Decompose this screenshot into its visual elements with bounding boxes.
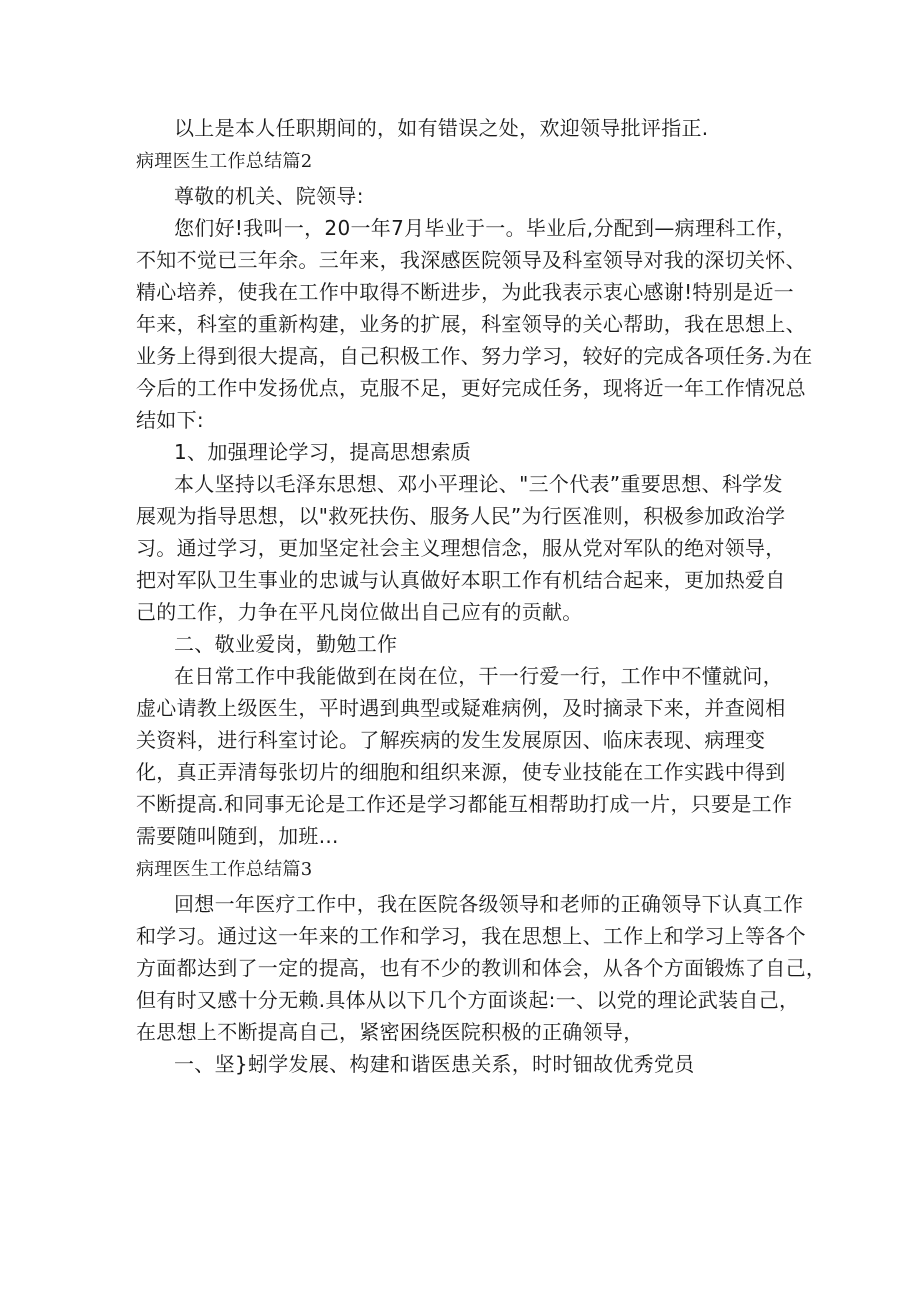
text-line: 您们好!我叫一，20一年7月毕业于一。毕业后,分配到—病理科工作， bbox=[174, 216, 797, 240]
text-line: 在思想上不断提高自己，紧密困绕医院积极的正确领导， bbox=[136, 1020, 644, 1044]
text-line: 回想一年医疗工作中，我在医院各级领导和老师的正确领导下认真工作 bbox=[174, 892, 804, 916]
text-line: 在日常工作中我能做到在岗在位，干一行爱一行，工作中不懂就问， bbox=[174, 664, 783, 688]
text-line: 二、敬业爱岗，勤勉工作 bbox=[174, 632, 398, 656]
text-line: 虚心请教上级医生，平时遇到典型或疑难病例，及时摘录下来，并查阅相 bbox=[136, 696, 786, 720]
text-line: 展观为指导思想，以"救死扶伤、服务人民”为行医准则，积极参加政治学 bbox=[136, 504, 786, 528]
document-page bbox=[136, 112, 827, 1080]
section-heading: 病理医生工作总结篇2 bbox=[136, 151, 313, 172]
text-line: 以上是本人任职期间的，如有错误之处，欢迎领导批评指正. bbox=[174, 116, 709, 140]
text-line: 今后的工作中发扬优点，克服不足，更好完成任务，现将近一年工作情况总 bbox=[136, 376, 806, 400]
section-heading: 病理医生工作总结篇3 bbox=[136, 859, 313, 880]
text-line: 结如下: bbox=[136, 408, 204, 432]
text-line: 业务上得到很大提高，自己积极工作、努力学习，较好的完成各项任务.为在 bbox=[136, 344, 813, 368]
text-line: 需要随叫随到，加班... bbox=[136, 824, 339, 848]
text-line: 化，真正弄清每张切片的细胞和组织来源，使专业技能在工作实践中得到 bbox=[136, 760, 786, 784]
text-line: 1、加强理论学习，提高思想索质 bbox=[174, 440, 472, 464]
text-line: 方面都达到了一定的提高，也有不少的教训和体会，从各个方面锻炼了自己， bbox=[136, 956, 827, 980]
text-line: 年来，科室的重新构建，业务的扩展，科室领导的关心帮助，我在思想上、 bbox=[136, 312, 806, 336]
text-line: 不知不觉已三年余。三年来，我深感医院领导及科室领导对我的深切关怀、 bbox=[136, 248, 806, 272]
text-line: 尊敬的机关、院领导: bbox=[174, 184, 364, 208]
text-line: 本人坚持以毛泽东思想、邓小平理论、"三个代表”重要思想、科学发 bbox=[174, 472, 783, 496]
text-line: 己的工作，力争在平凡岗位做出自己应有的贡献。 bbox=[136, 600, 583, 624]
text-line: 但有时又感十分无赖.具体从以下几个方面谈起:一、以党的理论武装自己， bbox=[136, 988, 800, 1012]
text-line: 关资料，进行科室讨论。了解疾病的发生发展原因、临床表现、病理变 bbox=[136, 728, 766, 752]
text-line: 一、坚}蚓学发展、构建和谐医患关系，时时钿故优秀党员 bbox=[174, 1052, 695, 1076]
text-line: 习。通过学习，更加坚定社会主义理想信念，服从党对军队的绝对领导， bbox=[136, 536, 786, 560]
text-line: 把对军队卫生事业的忠诚与认真做好本职工作有机结合起来，更加热爱自 bbox=[136, 568, 786, 592]
text-line: 精心培养，使我在工作中取得不断进步，为此我表示衷心感谢!特别是近一 bbox=[136, 280, 794, 304]
text-line: 不断提高.和同事无论是工作还是学习都能互相帮助打成一片，只要是工作 bbox=[136, 792, 793, 816]
text-line: 和学习。通过这一年来的工作和学习，我在思想上、工作上和学习上等各个 bbox=[136, 924, 806, 948]
